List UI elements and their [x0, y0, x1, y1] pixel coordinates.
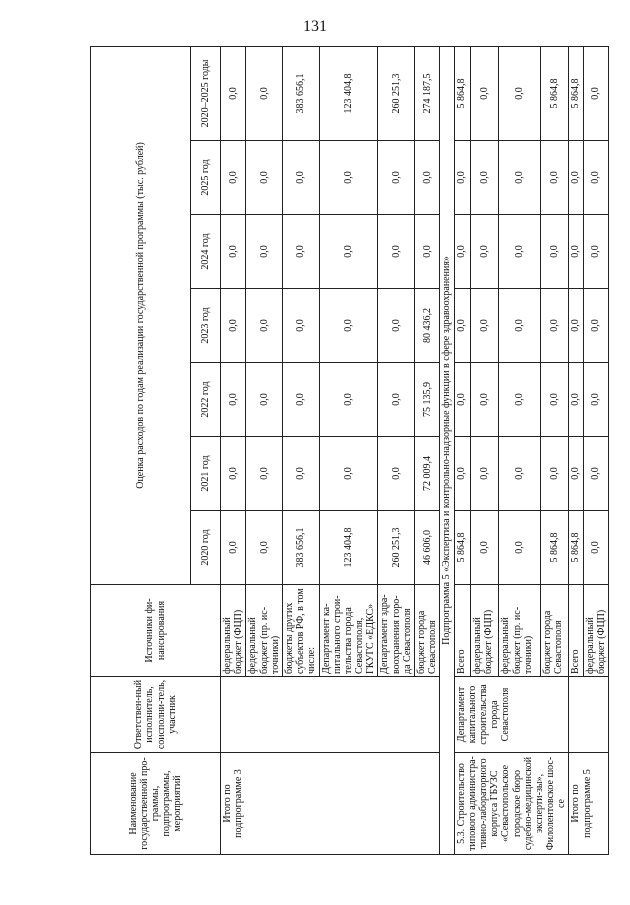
value-cell: 0,0: [221, 511, 246, 585]
value-cell: 0,0: [470, 511, 499, 585]
value-cell: 0,0: [569, 215, 583, 289]
value-cell: 0,0: [221, 289, 246, 363]
value-cell: 0,0: [583, 141, 608, 215]
value-cell: 0,0: [454, 437, 470, 511]
value-cell: 72 009,4: [415, 437, 440, 511]
value-cell: 0,0: [470, 363, 499, 437]
value-cell: 0,0: [246, 289, 283, 363]
year-header: 2020 год: [191, 511, 221, 585]
source-cell: федеральный бюджет (пр. ис-точники): [499, 585, 540, 677]
value-cell: 0,0: [282, 289, 319, 363]
responsible-cell: [221, 677, 440, 753]
value-cell: 0,0: [415, 141, 440, 215]
value-cell: 0,0: [583, 215, 608, 289]
source-cell: федеральный бюджет (пр. ис-точники): [246, 585, 283, 677]
value-cell: 0,0: [221, 437, 246, 511]
year-header: 2025 год: [191, 141, 221, 215]
value-cell: 0,0: [454, 363, 470, 437]
value-cell: 0,0: [221, 215, 246, 289]
value-cell: 0,0: [470, 289, 499, 363]
year-header: 2020–2025 годы: [191, 46, 221, 140]
source-cell: федеральный бюджет (ФЦП): [470, 585, 499, 677]
value-cell: 0,0: [499, 46, 540, 140]
value-cell: 0,0: [378, 215, 415, 289]
source-cell: Всего: [569, 585, 583, 677]
responsible-cell: Департамент капитального строительства города Севастополя: [454, 677, 569, 753]
value-cell: 0,0: [221, 141, 246, 215]
value-cell: 75 135,9: [415, 363, 440, 437]
value-cell: 0,0: [583, 289, 608, 363]
value-cell: 274 187,5: [415, 46, 440, 140]
value-cell: 5 864,8: [540, 511, 569, 585]
source-cell: бюджет города Севастополя: [540, 585, 569, 677]
value-cell: 0,0: [499, 437, 540, 511]
value-cell: 0,0: [470, 437, 499, 511]
value-cell: 0,0: [583, 363, 608, 437]
value-cell: 383 656,1: [282, 511, 319, 585]
value-cell: 260 251,3: [378, 511, 415, 585]
value-cell: 5 864,8: [540, 46, 569, 140]
value-cell: 0,0: [470, 46, 499, 140]
year-header: 2021 год: [191, 437, 221, 511]
value-cell: 0,0: [282, 141, 319, 215]
value-cell: 0,0: [221, 363, 246, 437]
value-cell: 123 404,8: [319, 511, 378, 585]
source-cell: федеральный бюджет (ФЦП): [221, 585, 246, 677]
program-name-cell: Итого по подпрограмме 5: [569, 753, 609, 855]
value-cell: 0,0: [282, 215, 319, 289]
value-cell: 0,0: [540, 215, 569, 289]
year-header: 2024 год: [191, 215, 221, 289]
value-cell: 0,0: [499, 215, 540, 289]
value-cell: 80 436,2: [415, 289, 440, 363]
value-cell: 0,0: [246, 511, 283, 585]
value-cell: 0,0: [378, 363, 415, 437]
value-cell: 0,0: [569, 141, 583, 215]
value-cell: 0,0: [282, 363, 319, 437]
value-cell: 0,0: [499, 363, 540, 437]
subprogram-title: Подпрограмма 5 «Экспертиза и контрольно-надзорные функции в сфере здравоохранения»: [440, 46, 454, 854]
value-cell: 0,0: [499, 141, 540, 215]
table-row: [569, 46, 583, 854]
value-cell: 0,0: [246, 363, 283, 437]
value-cell: 5 864,8: [569, 46, 583, 140]
value-cell: 0,0: [583, 437, 608, 511]
value-cell: 0,0: [569, 437, 583, 511]
value-cell: 0,0: [319, 141, 378, 215]
program-name-cell: 5.3. Строительство типового администра-тивно-лабораторного корпуса ГБУЗС «Севастопольское городское бюро судебно-медицинской эксперти-зы», Филолентовское шос-се: [454, 753, 569, 855]
source-cell: федеральный бюджет (ФЦП): [583, 585, 608, 677]
source-cell: Департамент здра-воохранения горо-да Севастополя: [378, 585, 415, 677]
value-cell: 5 864,8: [454, 511, 470, 585]
value-cell: 0,0: [540, 289, 569, 363]
value-cell: 0,0: [454, 215, 470, 289]
budget-table: [90, 46, 609, 855]
source-cell: Всего: [454, 585, 470, 677]
value-cell: 0,0: [319, 363, 378, 437]
value-cell: 0,0: [221, 46, 246, 140]
value-cell: 5 864,8: [454, 46, 470, 140]
value-cell: 0,0: [378, 141, 415, 215]
value-cell: 0,0: [246, 46, 283, 140]
header-name: Наименование государственной про-граммы, подпрограммы, мероприятий: [91, 753, 221, 855]
value-cell: 0,0: [569, 363, 583, 437]
value-cell: 0,0: [246, 215, 283, 289]
subprogram-title-row: [440, 46, 454, 854]
value-cell: 123 404,8: [319, 46, 378, 140]
value-cell: 0,0: [499, 289, 540, 363]
responsible-cell: [569, 677, 609, 753]
value-cell: 0,0: [246, 437, 283, 511]
rotated-table-container: [90, 47, 607, 855]
value-cell: 0,0: [454, 289, 470, 363]
header-source: Источники фи-нансирования: [91, 585, 221, 677]
value-cell: 0,0: [319, 215, 378, 289]
source-cell: Департамент ка-питального строи-тельства города Севастополя, ГКУГС «ЕДКС»: [319, 585, 378, 677]
header-estimate: Оценка расходов по годам реализации государственной программы (тыс. рублей): [91, 46, 191, 584]
source-cell: бюджеты других субъектов РФ, в том числе:: [282, 585, 319, 677]
table-row: [454, 46, 470, 854]
year-header: 2023 год: [191, 289, 221, 363]
value-cell: 0,0: [540, 437, 569, 511]
value-cell: 0,0: [499, 511, 540, 585]
value-cell: 0,0: [540, 141, 569, 215]
value-cell: 0,0: [378, 437, 415, 511]
source-cell: бюджет города Севастополя: [415, 585, 440, 677]
value-cell: 0,0: [319, 437, 378, 511]
value-cell: 0,0: [319, 289, 378, 363]
value-cell: 0,0: [583, 511, 608, 585]
value-cell: 0,0: [540, 363, 569, 437]
year-header: 2022 год: [191, 363, 221, 437]
value-cell: 0,0: [583, 46, 608, 140]
table-row: [221, 46, 246, 854]
program-name-cell: Итого по подпрограмме 3: [221, 753, 440, 855]
value-cell: 260 251,3: [378, 46, 415, 140]
value-cell: 0,0: [378, 289, 415, 363]
value-cell: 383 656,1: [282, 46, 319, 140]
header-responsible: Ответствен-ный исполнитель, соисполни-тель, участник: [91, 677, 221, 753]
value-cell: 0,0: [470, 141, 499, 215]
value-cell: 0,0: [246, 141, 283, 215]
value-cell: 5 864,8: [569, 511, 583, 585]
value-cell: 46 606,0: [415, 511, 440, 585]
value-cell: 0,0: [415, 215, 440, 289]
value-cell: 0,0: [569, 289, 583, 363]
value-cell: 0,0: [282, 437, 319, 511]
value-cell: 0,0: [470, 215, 499, 289]
value-cell: 0,0: [454, 141, 470, 215]
page-number: 131: [303, 18, 327, 35]
